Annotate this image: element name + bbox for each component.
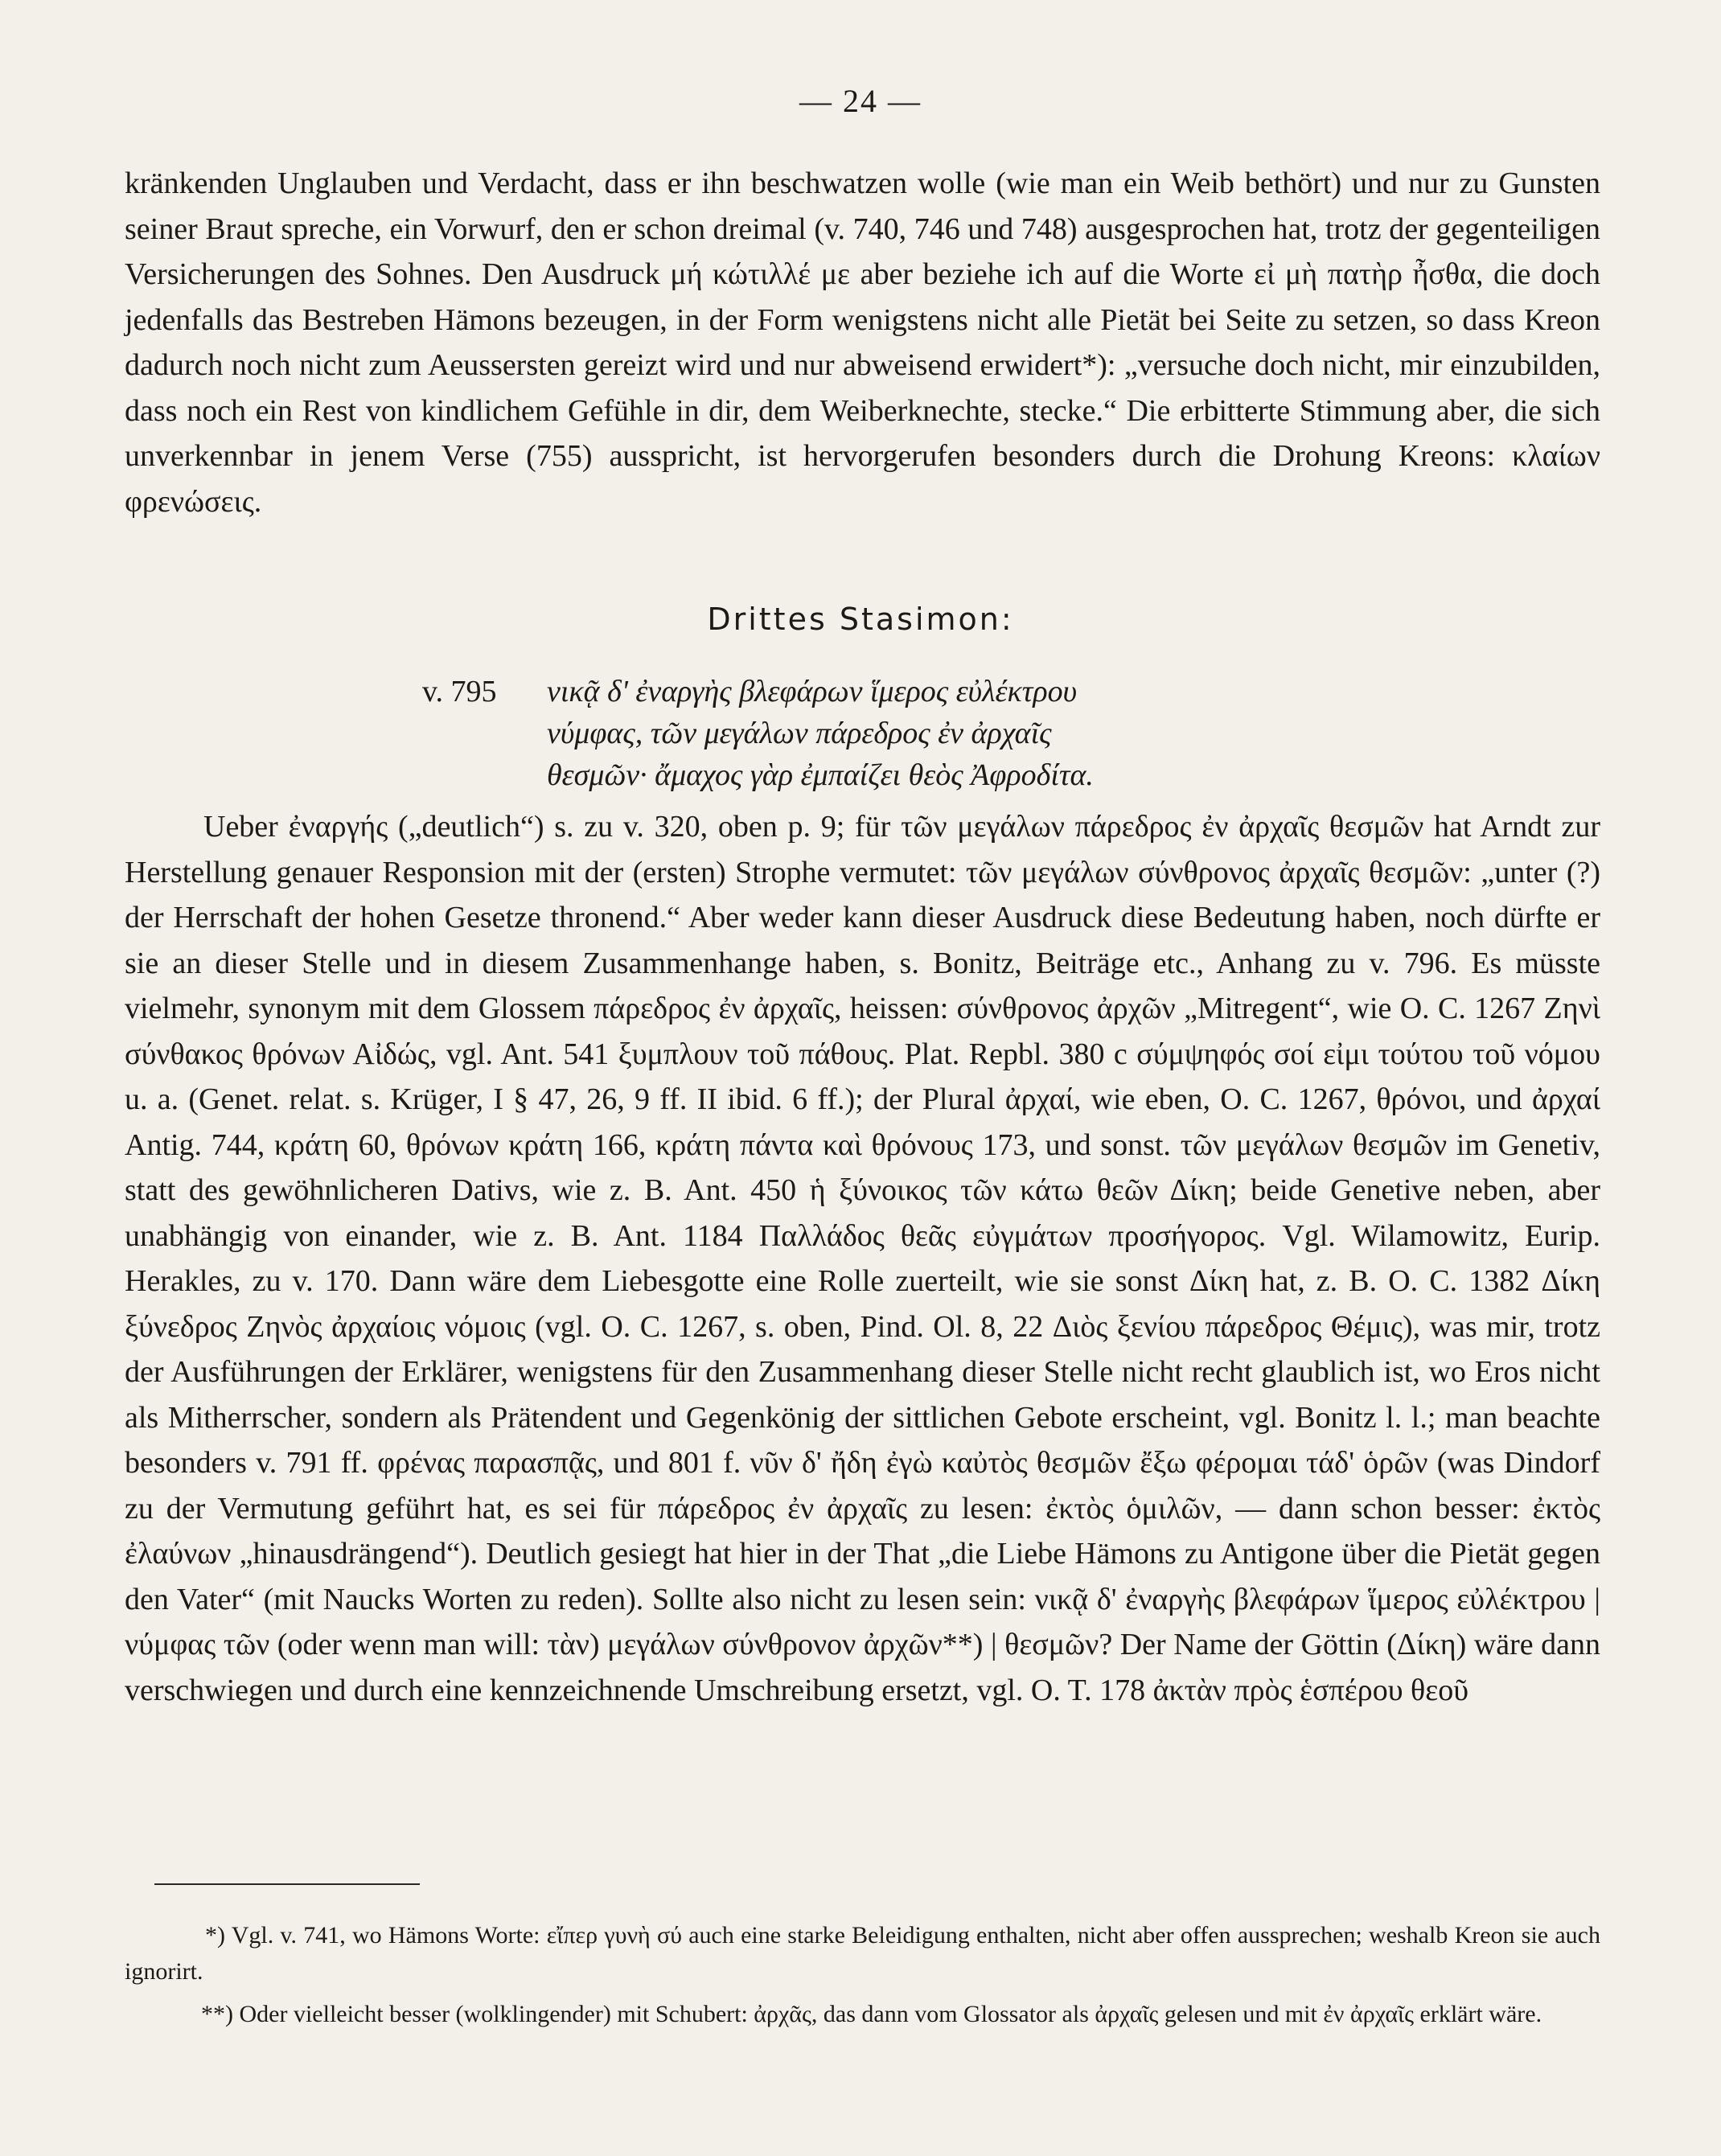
paragraph-2: Ueber ἐναργής („deutlich“) s. zu v. 320, oben p. 9; für τῶν μεγάλων πάρεδρος ἐν ἀρχαῖς θεσμῶν hat Arndt zur Herstellung genauer Responsion mit der (ersten) Strophe vermutet: τῶν μεγάλων σύνθρονος ἀρχαῖς θεσμῶν: „unter (?) der Herrschaft der hohen Gesetze thronend.“ Aber weder kann dieser Ausdruck diese Bedeutung haben, noch dürfte er sie an dieser Stelle und in diesem Zusammenhange haben, s. Bonitz, Beiträge etc., Anhang zu v. 796. Es müsste vielmehr, synonym mit dem Glossem πάρεδρος ἐν ἀρχαῖς, heissen: σύνθρονος ἀρχῶν „Mitregent“, wie O. C. 1267 Ζηνὶ σύνθακος θρόνων Αἰδώς, vgl. Ant. 541 ξυμπλουν τοῦ πάθους. Plat. Repbl. 380 c σύμψηφός σοί εἰμι τούτου τοῦ νόμου u. a. (Genet. relat. s. Krüger, I § 47, 26, 9 ff. II ibid. 6 ff.); der Plural ἀρχαί, wie eben, O. C. 1267, θρόνοι, und ἀρχαί Antig. 744, κράτη 60, θρόνων κράτη 166, κράτη πάντα καὶ θρόνους 173, und sonst. τῶν μεγάλων θεσμῶν im Genetiv, statt des gewöhnlicheren Dativs, wie z. B. Ant. 450 ἡ ξύνοικος τῶν κάτω θεῶν Δίκη; beide Genetive neben, aber unabhängig von einander, wie z. B. Ant. 1184 Παλλάδος θεᾶς εὐγμάτων προσήγορος. Vgl. Wilamowitz, Eurip. Herakles, zu v. 170. Dann wäre dem Liebesgotte eine Rolle zuerteilt, wie sie sonst Δίκη hat, z. B. O. C. 1382 Δίκη ξύνεδρος Ζηνὸς ἀρχαίοις νόμοις (vgl. O. C. 1267, s. oben, Pind. Ol. 8, 22 Διὸς ξενίου πάρεδρος Θέμις), was mir, trotz der Ausführungen der Erklärer, wenigstens für den Zusammenhang dieser Stelle nicht recht glaublich ist, wo Eros nicht als Mitherrscher, sondern als Prätendent und Gegenkönig der sittlichen Gebote erscheint, vgl. Bonitz l. l.; man beachte besonders v. 791 ff. φρένας παρασπᾷς, und 801 f. νῦν δ' ἤδη ἐγὼ καὐτὸς θεσμῶν ἔξω φέρομαι τάδ' ὁρῶν (was Dindorf zu der Vermutung geführt hat, es sei für πάρεδρος ἐν ἀρχαῖς zu lesen: ἐκτὸς ὁμιλῶν, — dann schon besser: ἐκτὸς ἐλαύνων „hinausdrängend“). Deutlich gesiegt hat hier in der That „die Liebe Hämons zu Antigone über die Pietät gegen den Vater“ (mit Naucks Worten zu reden). Sollte also nicht zu lesen sein: νικᾷ δ' ἐναργὴς βλεφάρων ἵμερος εὐλέκτρου | νύμφας τῶν (oder wenn man will: τὰν) μεγάλων σύνθρονον ἀρχῶν**) | θεσμῶν? Der Name der Göttin (Δίκη) wäre dann verschwiegen und durch eine kennzeichnende Umschreibung ersetzt, vgl. O. T. 178 ἀκτὰν πρὸς ἑσπέρου θεοῦ <box>125 810 1600 1707</box>
verse-line: νύμφας, τῶν μεγάλων πάρεδρος ἐν ἀρχαῖς <box>547 717 1052 750</box>
footnote-1: *) Vgl. v. 741, wo Hämons Worte: εἴπερ γυνὴ σύ auch eine starke Beleidigung enthalten, nicht aber offen aussprechen; weshalb Kreon sie auch ignorirt. <box>125 1922 1600 1985</box>
verse-lines <box>547 671 1094 796</box>
verse-reference: v. 795 <box>422 675 497 708</box>
paragraph-1: kränkenden Unglauben und Verdacht, dass er ihn beschwatzen wolle (wie man ein Weib bethört) und nur zu Gunsten seiner Braut spreche, ein Vorwurf, den er schon dreimal (v. 740, 746 und 748) ausgesprochen hat, trotz der gegenteiligen Versicherungen des Sohnes. Den Ausdruck μή κώτιλλέ με aber beziehe ich auf die Worte εἰ μὴ πατὴρ ἦσθα, die doch jedenfalls das Bestreben Hämons bezeugen, in der Form wenigstens nicht alle Pietät bei Seite zu setzen, so dass Kreon dadurch noch nicht zum Aeussersten gereizt wird und nur abweisend erwidert*): „versuche doch nicht, mir einzubilden, dass noch ein Rest von kindlichem Gefühle in dir, dem Weiberknechte, stecke.“ Die erbitterte Stimmung aber, die sich unverkennbar in jenem Verse (755) ausspricht, ist hervorgerufen besonders durch die Drohung Kreons: κλαίων φρενώσεις. <box>125 166 1600 519</box>
footnote-2: **) Oder vielleicht besser (wolklingender) mit Schubert: ἀρχᾶς, das dann vom Glossator als ἀρχαῖς gelesen und mit ἐν ἀρχαῖς erklärt wäre. <box>201 2001 1542 2027</box>
verse-line: θεσμῶν· ἄμαχος γὰρ ἐμπαίζει θεὸς Ἀφροδίτα. <box>547 758 1094 792</box>
section-heading: Drittes Stasimon: <box>707 602 1014 637</box>
verse-line: νικᾷ δ' ἐναργὴς βλεφάρων ἵμερος εὐλέκτρου <box>547 675 1078 708</box>
footnote-divider <box>154 1883 420 1885</box>
page-number: — 24 — <box>799 83 922 119</box>
